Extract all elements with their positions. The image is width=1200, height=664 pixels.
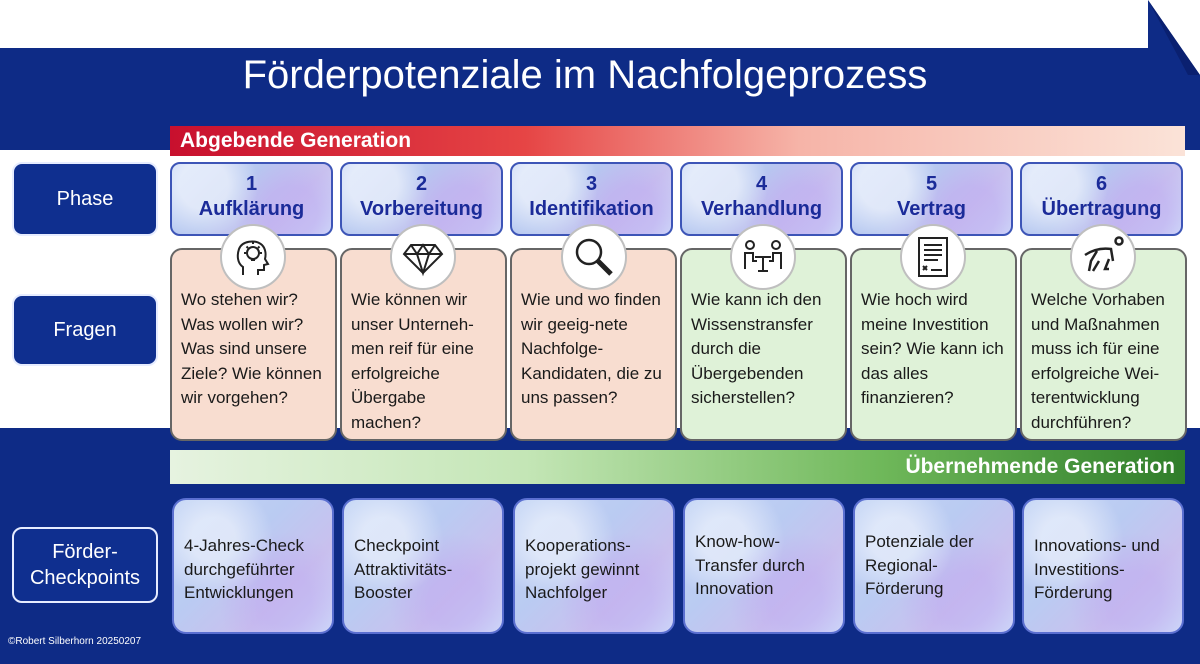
- phase-name: Übertragung: [1041, 198, 1162, 220]
- checkpoint-box-6: Innovations- und Investitions-Förderung: [1022, 498, 1184, 634]
- phase-number: 1: [245, 173, 258, 195]
- person-pushing-icon: [1070, 224, 1136, 290]
- checkpoint-box-3: Kooperations-projekt gewinnt Nachfolger: [513, 498, 675, 634]
- checkpoint-box-5: Potenziale der Regional-Förderung: [853, 498, 1015, 634]
- meeting-table-icon: [730, 224, 796, 290]
- page-title: Förderpotenziale im Nachfolgeprozess: [242, 53, 928, 97]
- question-box-3: Wie und wo finden wir geeig-nete Nachfolge-Kandidaten, die zu uns passen?: [510, 248, 677, 441]
- contract-document-icon: [900, 224, 966, 290]
- phase-name: Aufklärung: [198, 198, 305, 220]
- abgebende-generation-bar: [170, 126, 1185, 156]
- uebernehmende-generation-bar: [170, 450, 1185, 484]
- phase-name: Identifikation: [529, 198, 654, 220]
- question-box-5: Wie hoch wird meine Investition sein? Wie kann ich das alles finanzieren?: [850, 248, 1017, 441]
- phase-number: 6: [1095, 173, 1108, 195]
- row-label-phase-text: Phase: [56, 188, 114, 210]
- row-label-fragen: [12, 294, 158, 366]
- row-label-phase: [12, 162, 158, 236]
- row-label-checkpoints: [12, 527, 158, 603]
- magnifier-icon: [561, 224, 627, 290]
- diamond-icon: [390, 224, 456, 290]
- phase-name: Vertrag: [897, 198, 966, 220]
- question-box-2: Wie können wir unser Unterneh-men reif für eine erfolgreiche Übergabe machen?: [340, 248, 507, 441]
- abgebende-generation-label: Abgebende Generation: [180, 129, 412, 152]
- question-box-4: Wie kann ich den Wissenstransfer durch die Übergebenden sicherstellen?: [680, 248, 847, 441]
- uebernehmende-generation-label: Übernehmende Generation: [905, 455, 1175, 478]
- phase-number: 2: [415, 173, 428, 195]
- phase-name: Verhandlung: [700, 198, 823, 220]
- row-label-fragen-text: Fragen: [53, 319, 117, 341]
- checkpoint-box-1: 4-Jahres-Check durchgeführter Entwicklungen: [172, 498, 334, 634]
- phase-number: 4: [755, 173, 768, 195]
- checkpoint-box-4: Know-how-Transfer durch Innovation: [683, 498, 845, 634]
- phase-number: 3: [585, 173, 598, 195]
- copyright-notice: ©Robert Silberhorn 20250207: [8, 636, 142, 647]
- phase-number: 5: [925, 173, 938, 195]
- question-box-1: Wo stehen wir? Was wollen wir? Was sind unsere Ziele? Wie können wir vorgehen?: [170, 248, 337, 441]
- question-box-6: Welche Vorhaben und Maßnahmen muss ich für eine erfolgreiche Wei-terentwicklung durchführen?: [1020, 248, 1187, 441]
- row-label-checkpoints-text: Förder- Checkpoints: [29, 541, 141, 589]
- checkpoint-box-2: Checkpoint Attraktivitäts-Booster: [342, 498, 504, 634]
- head-lightbulb-icon: [220, 224, 286, 290]
- phase-name: Vorbereitung: [360, 198, 483, 220]
